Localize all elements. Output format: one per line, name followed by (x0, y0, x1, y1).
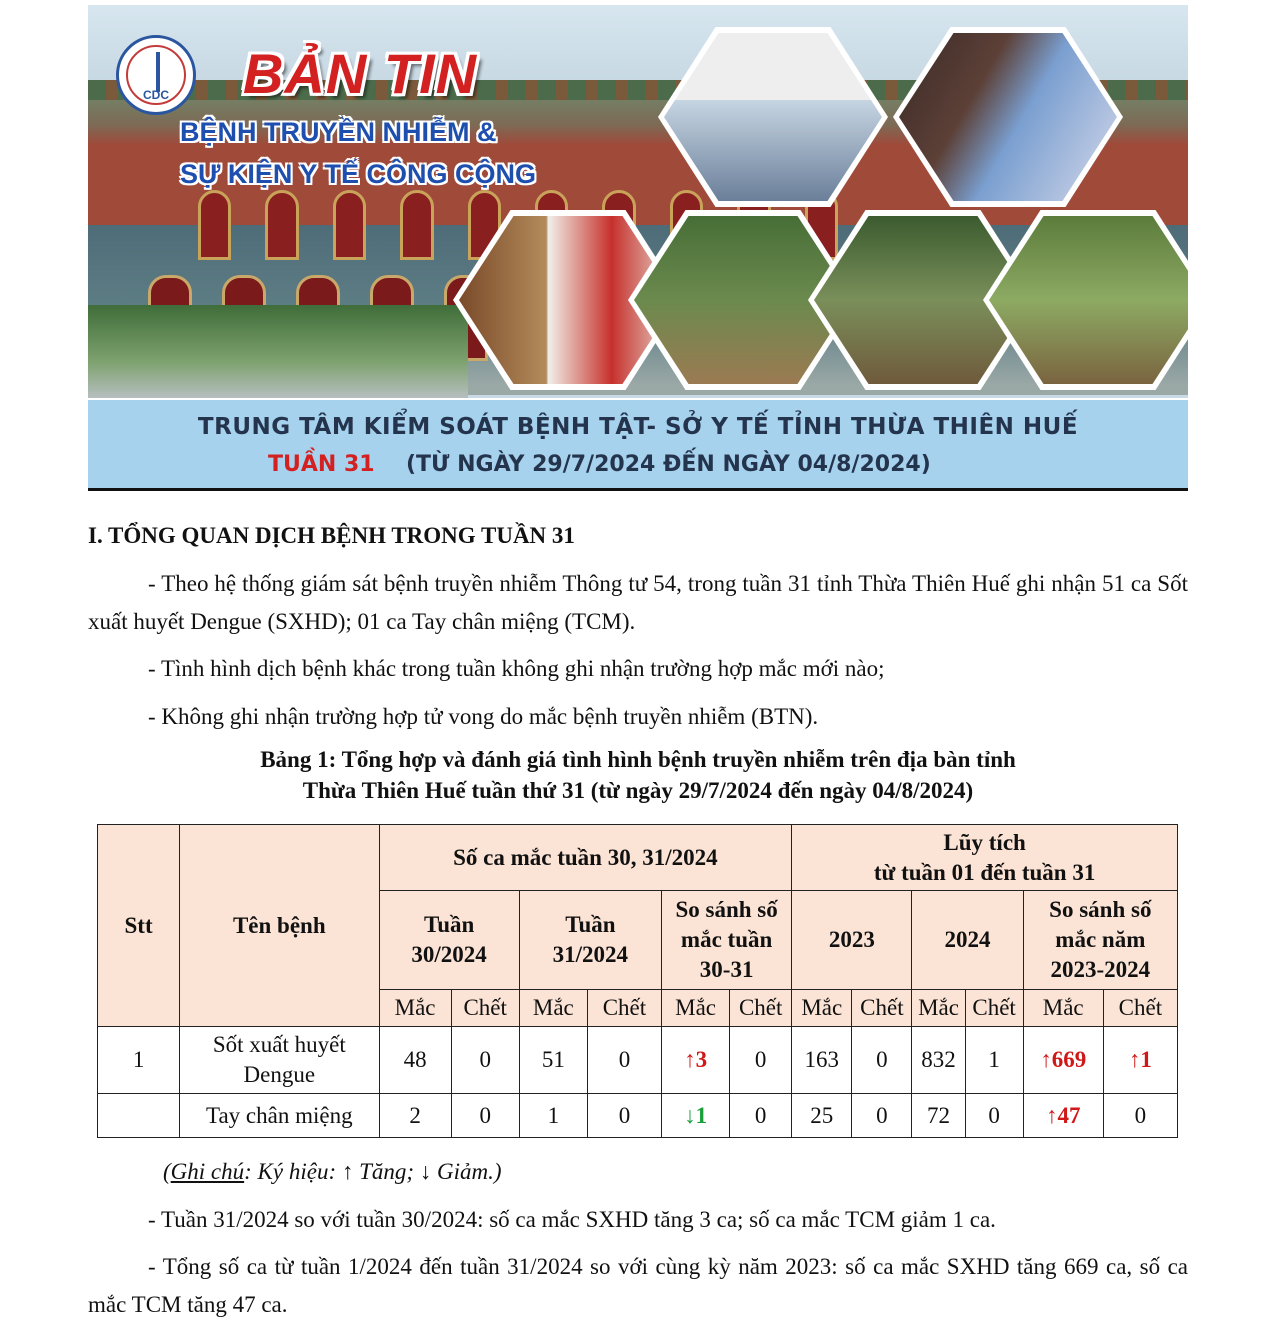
header-deaths: Chết (730, 990, 792, 1027)
cell-2024-deaths: 1 (965, 1027, 1023, 1094)
bulletin-banner (88, 5, 1188, 491)
cell-2023-deaths: 0 (852, 1027, 912, 1094)
cell-w30-cases: 2 (379, 1094, 451, 1138)
caduceus-icon (156, 52, 160, 92)
logo-text: CDC (143, 88, 169, 102)
cell-2024-cases: 832 (912, 1027, 965, 1094)
banner-agency: TRUNG TÂM KIỂM SOÁT BỆNH TẬT- SỞ Y TẾ TỈNH THỪA THIÊN HUẾ (197, 414, 1079, 440)
palace-garden (88, 305, 468, 400)
cdc-logo (116, 35, 196, 115)
cell-disease-line1: Sốt xuất huyết (212, 1032, 346, 1057)
header-week31-line1: Tuần (565, 912, 616, 937)
header-deaths: Chết (1103, 990, 1177, 1027)
header-year-2024: 2024 (912, 891, 1023, 990)
paragraph-other-diseases: - Tình hình dịch bệnh khác trong tuần không ghi nhận trường hợp mắc mới nào; (148, 656, 885, 681)
header-weekly-group: Số ca mắc tuần 30, 31/2024 (379, 825, 792, 891)
header-deaths: Chết (965, 990, 1023, 1027)
paragraph-weekly-comparison: - Tuần 31/2024 so với tuần 30/2024: số ca mắc SXHD tăng 3 ca; số ca mắc TCM giảm 1 ca. (148, 1207, 996, 1232)
banner-footer (88, 398, 1188, 491)
header-cases: Mắc (912, 990, 965, 1027)
banner-title: BẢN TIN (243, 42, 478, 105)
note-text: : Ký hiệu: ↑ Tăng; ↓ Giảm.) (244, 1159, 502, 1184)
cell-disease-line2: Dengue (243, 1062, 316, 1087)
banner-subtitle-line1: BỆNH TRUYỀN NHIỄM & (180, 117, 497, 147)
header-compare-week (662, 891, 792, 990)
cell-2023-cases: 25 (792, 1094, 852, 1138)
cell-compare-year-deaths: 0 (1103, 1094, 1177, 1138)
cell-2024-cases: 72 (912, 1094, 965, 1138)
header-deaths: Chết (451, 990, 519, 1027)
header-stt: Stt (98, 825, 180, 1027)
note-open-paren: ( (163, 1159, 171, 1184)
cell-compare-week-deaths: 0 (730, 1027, 792, 1094)
header-compare-year-line1: So sánh số (1049, 897, 1152, 922)
table-row (98, 1027, 1178, 1094)
cell-stt: 1 (98, 1027, 180, 1094)
header-year-2023: 2023 (792, 891, 912, 990)
header-cumulative-line2: từ tuần 01 đến tuần 31 (873, 859, 1096, 885)
header-disease: Tên bệnh (180, 825, 379, 1027)
cell-w30-cases: 48 (379, 1027, 451, 1094)
header-compare-year (1023, 891, 1177, 990)
cell-compare-week-deaths: 0 (730, 1094, 792, 1138)
header-deaths: Chết (852, 990, 912, 1027)
paragraph-yearly-comparison: - Tổng số ca từ tuần 1/2024 đến tuần 31/2024 so với cùng kỳ năm 2023: số ca mắc SXHD tăng 669 ca, số ca mắc TCM tăng 47 ca. (88, 1254, 1188, 1317)
header-cases: Mắc (662, 990, 730, 1027)
note-label: Ghi chú (170, 1159, 245, 1184)
header-week30 (379, 891, 519, 990)
header-week31 (519, 891, 661, 990)
paragraph-deaths: - Không ghi nhận trường hợp tử vong do mắc bệnh truyền nhiễm (BTN). (148, 704, 819, 729)
cell-compare-year-cases: ↑47 (1023, 1094, 1103, 1138)
cell-w31-deaths: 0 (587, 1027, 661, 1094)
banner-subtitle-line2: SỰ KIỆN Y TẾ CÔNG CỘNG (180, 159, 536, 189)
cell-w30-deaths: 0 (451, 1027, 519, 1094)
cell-w31-deaths: 0 (587, 1094, 661, 1138)
header-cases: Mắc (792, 990, 852, 1027)
table-caption (88, 744, 1188, 806)
cell-w30-deaths: 0 (451, 1094, 519, 1138)
header-compare-year-line3: 2023-2024 (1050, 957, 1151, 982)
cell-2024-deaths: 0 (965, 1094, 1023, 1138)
header-compare-week-line3: 30-31 (699, 957, 754, 982)
header-week31-line2: 31/2024 (552, 942, 629, 967)
banner-date-range: (TỪ NGÀY 29/7/2024 ĐẾN NGÀY 04/8/2024) (406, 452, 931, 477)
cell-stt (98, 1094, 180, 1138)
cell-disease: Tay chân miệng (180, 1094, 379, 1138)
table-row (98, 1094, 1178, 1138)
cell-compare-year-cases: ↑669 (1023, 1027, 1103, 1094)
header-compare-week-line1: So sánh số (675, 897, 778, 922)
table-caption-line2: Thừa Thiên Huế tuần thứ 31 (từ ngày 29/7/2024 đến ngày 04/8/2024) (302, 778, 974, 803)
header-week30-line2: 30/2024 (411, 942, 487, 967)
header-cases: Mắc (1023, 990, 1103, 1027)
header-compare-week-line2: mắc tuần (680, 927, 773, 952)
section-heading: I. TỔNG QUAN DỊCH BỆNH TRONG TUẦN 31 (88, 523, 575, 548)
header-cases: Mắc (519, 990, 587, 1027)
cell-compare-week-cases: ↓1 (662, 1094, 730, 1138)
table-caption-line1: Bảng 1: Tổng hợp và đánh giá tình hình bệnh truyền nhiễm trên địa bàn tỉnh (260, 747, 1016, 772)
paragraph-surveillance: - Theo hệ thống giám sát bệnh truyền nhiễm Thông tư 54, trong tuần 31 tỉnh Thừa Thiên Huế ghi nhận 51 ca Sốt xuất huyết Dengue (SXHD); 01 ca Tay chân miệng (TCM). (88, 571, 1188, 634)
cell-compare-week-cases: ↑3 (662, 1027, 730, 1094)
cell-w31-cases: 51 (519, 1027, 587, 1094)
header-compare-year-line2: mắc năm (1055, 927, 1146, 952)
header-cumulative-line1: Lũy tích (943, 829, 1026, 855)
disease-summary-table (97, 824, 1178, 1138)
header-deaths: Chết (587, 990, 661, 1027)
cell-w31-cases: 1 (519, 1094, 587, 1138)
header-cumulative-group (792, 825, 1178, 891)
cell-compare-year-deaths: ↑1 (1103, 1027, 1177, 1094)
cell-2023-deaths: 0 (852, 1094, 912, 1138)
cell-disease (180, 1027, 379, 1094)
banner-week: TUẦN 31 (268, 452, 375, 477)
header-cases: Mắc (379, 990, 451, 1027)
legend-note (163, 1153, 1163, 1191)
header-week30-line1: Tuần (423, 912, 475, 937)
cell-2023-cases: 163 (792, 1027, 852, 1094)
